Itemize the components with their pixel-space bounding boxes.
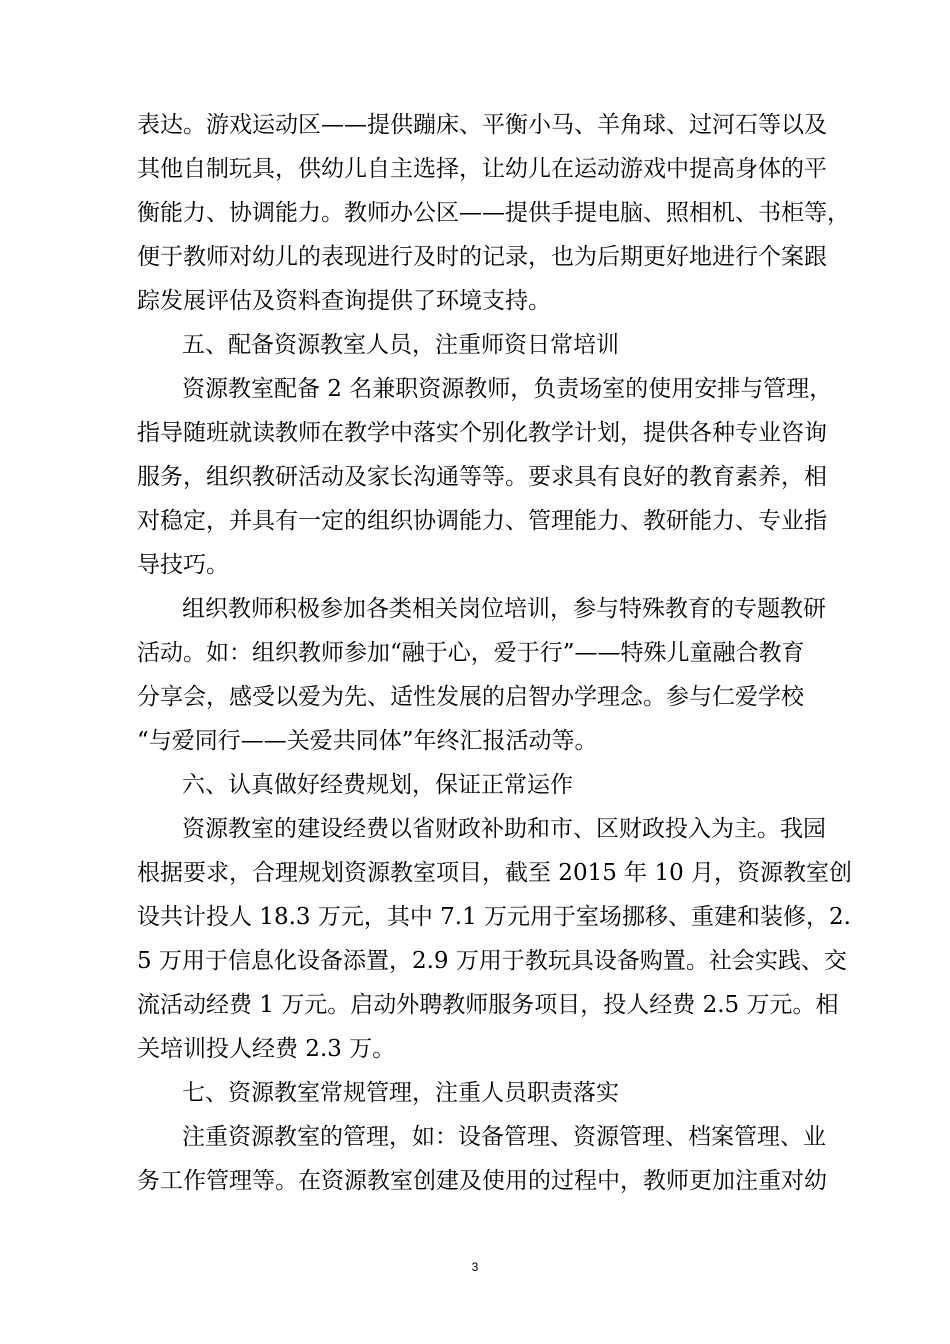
body-text-line: 关培训投人经费 2.3 万。 — [137, 1036, 396, 1062]
body-text-line: 便于教师对幼儿的表现进行及时的记录，也为后期更好地进行个案跟 — [137, 244, 827, 270]
body-text-line: 根据要求，合理规划资源教室项目，截至 2015 年 10 月，资源教室创 — [137, 860, 853, 886]
body-text-line: 指导随班就读教师在教学中落实个别化教学计划，提供各种专业咨询 — [137, 420, 827, 446]
body-text-line: 流活动经费 1 万元。启动外聘教师服务项目，投人经费 2.5 万元。相 — [137, 992, 839, 1018]
body-text-line: 设共计投人 18.3 万元，其中 7.1 万元用于室场挪移、重建和装修，2. — [137, 904, 851, 930]
body-text-line: 务工作管理等。在资源教室创建及使用的过程中，教师更加注重对幼 — [137, 1168, 827, 1194]
body-text-line: 资源教室的建设经费以省财政补助和市、区财政投入为主。我园 — [182, 816, 826, 842]
body-text-line: 踪发展评估及资料查询提供了环境支持。 — [137, 288, 551, 314]
body-text-line: 活动。如：组织教师参加“融于心，爱于行”——特殊儿童融合教育 — [137, 640, 805, 666]
body-text-line: 其他自制玩具，供幼儿自主选择，让幼儿在运动游戏中提高身体的平 — [137, 156, 827, 182]
body-text-line: 注重资源教室的管理，如：设备管理、资源管理、档案管理、业 — [182, 1124, 826, 1150]
section-heading: 六、认真做好经费规划，保证正常运作 — [182, 772, 573, 798]
body-text-line: 服务，组织教研活动及家长沟通等等。要求具有良好的教育素养，相 — [137, 464, 827, 490]
body-text-line: 分享会，感受以爱为先、适性发展的启智办学理念。参与仁爱学校 — [137, 684, 804, 710]
page-number: 3 — [471, 1260, 479, 1274]
section-heading: 五、配备资源教室人员，注重师资日常培训 — [182, 332, 619, 358]
body-text-line: 5 万用于信息化设备添置，2.9 万用于教玩具设备购置。社会实践、交 — [137, 948, 847, 974]
body-text-line: “与爱同行——关爱共同体”年终汇报活动等。 — [137, 728, 598, 754]
body-text-line: 组织教师积极参加各类相关岗位培训，参与特殊教育的专题教研 — [182, 596, 826, 622]
body-text-line: 表达。游戏运动区——提供蹦床、平衡小马、羊角球、过河石等以及 — [137, 112, 827, 138]
body-text-line: 资源教室配备 2 名兼职资源教师，负责场室的使用安排与管理， — [182, 376, 833, 402]
body-text-line: 衡能力、协调能力。教师办公区——提供手提电脑、照相机、书柜等， — [137, 200, 850, 226]
body-text-line: 对稳定，并具有一定的组织协调能力、管理能力、教研能力、专业指 — [137, 508, 827, 534]
section-heading: 七、资源教室常规管理，注重人员职责落实 — [182, 1080, 619, 1106]
body-text-line: 导技巧。 — [137, 552, 229, 578]
